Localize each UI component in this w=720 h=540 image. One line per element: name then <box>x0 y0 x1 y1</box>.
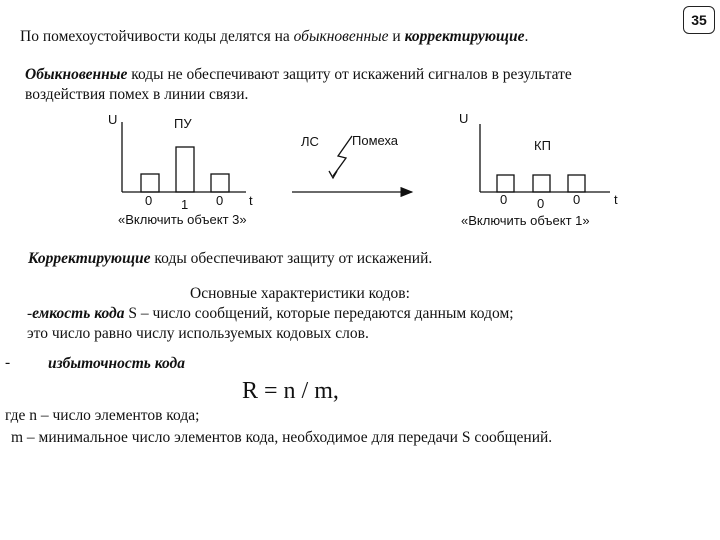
redundancy-dash: - <box>5 354 11 371</box>
right-axis-u-label: U <box>459 111 469 126</box>
ordinary-term: Обыкновенные <box>25 66 128 83</box>
capacity-rest: S – число сообщений, которые передаются данным кодом; <box>124 305 514 322</box>
intro-suffix: . <box>524 28 529 45</box>
capacity-term: емкость кода <box>32 305 125 322</box>
transmitter-label: ПУ <box>174 116 192 131</box>
redundancy-formula: R = n / m, <box>242 378 339 404</box>
correcting-codes-line <box>28 250 432 268</box>
term-ordinary: обыкновенные <box>293 28 389 45</box>
right-pulse-1 <box>533 175 550 192</box>
capacity-dash: - <box>27 305 33 322</box>
left-axis-t-label: t <box>249 193 253 208</box>
correcting-rest: коды обеспечивают защиту от искажений. <box>150 250 433 267</box>
characteristics-heading: Основные характеристики кодов: <box>190 285 410 302</box>
where-n-line: где n – число элементов кода; <box>5 407 200 424</box>
left-caption: «Включить объект 3» <box>118 212 247 227</box>
noise-lightning-icon <box>333 136 352 176</box>
left-pulse-0 <box>141 174 159 192</box>
line-label: ЛС <box>301 134 319 149</box>
ordinary-line1-rest: коды не обеспечивают защиту от искажений сигналов в результате <box>127 66 572 83</box>
right-bit-0: 0 <box>500 192 508 207</box>
right-bit-2: 0 <box>573 192 581 207</box>
intro-middle: и <box>388 28 405 45</box>
lightning-tip <box>329 171 337 178</box>
left-bit-0: 0 <box>145 193 153 208</box>
right-bit-1: 0 <box>537 196 545 211</box>
page-number-badge: 35 <box>683 6 715 34</box>
receiver-label: КП <box>534 138 551 153</box>
right-caption: «Включить объект 1» <box>461 213 590 228</box>
left-pulse-2 <box>211 174 229 192</box>
where-m-line: m – минимальное число элементов кода, необходимое для передачи S сообщений. <box>11 429 553 446</box>
left-pulse-1 <box>176 147 194 192</box>
left-bit-2: 0 <box>216 193 224 208</box>
correcting-term: Корректирующие <box>28 250 151 267</box>
term-correcting: корректирующие <box>404 28 525 45</box>
noise-label: Помеха <box>352 133 399 148</box>
capacity-line2: это число равно числу используемых кодовых слов. <box>27 325 369 342</box>
ordinary-codes-line2: воздействия помех в линии связи. <box>25 86 249 103</box>
right-axis-t-label: t <box>614 192 618 207</box>
capacity-line1 <box>27 305 514 323</box>
left-axis-u-label: U <box>108 112 118 127</box>
left-bit-1: 1 <box>181 197 189 212</box>
right-pulse-2 <box>568 175 585 192</box>
right-pulse-0 <box>497 175 514 192</box>
intro-prefix: По помехоустойчивости коды делятся на <box>20 28 294 45</box>
redundancy-term: избыточность кода <box>48 355 185 372</box>
